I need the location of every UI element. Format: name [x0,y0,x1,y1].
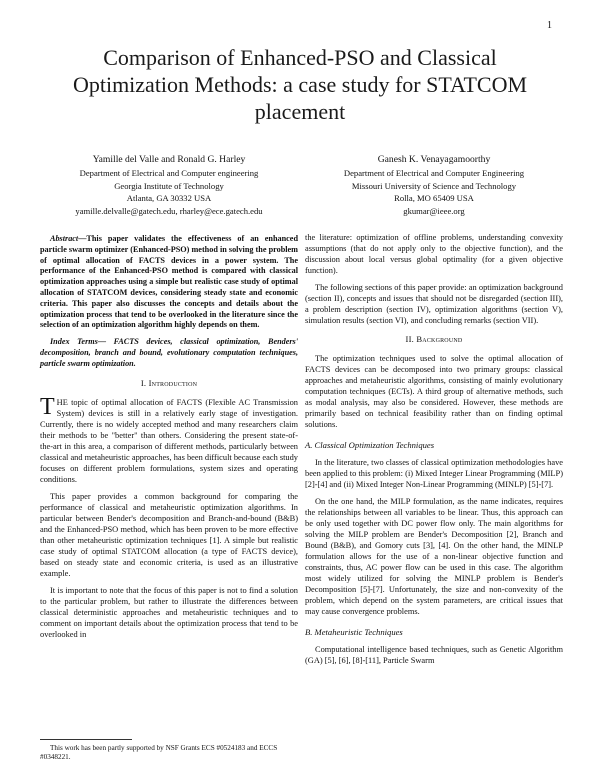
intro-paragraph-1-text: HE topic of optimal allocation of FACTS (Flexible AC Transmission System) devices is still in a relatively early stage of investigation. Currently, there is no widely accepted method and many researchers claim their methods to be "better" than others. Considering the present state-of-the-art in this area, a comparison of different methods, particularly between classical and metaheuristic approaches, has been difficult because each study focuses on different problem formulations, system sizes and operating conditions. [40,397,298,484]
index-terms [40,337,298,369]
author-email: yamille.delvalle@gatech.edu, rharley@ece.gatech.edu [75,205,263,216]
author-department: Department of Electrical and Computer Engineering [343,168,525,178]
metaheuristic-paragraph-1: Computational intelligence based techniques, such as Genetic Algorithm (GA) [5], [6], [8]-[11], Particle Swarm [305,645,563,665]
page-number: 1 [547,20,552,31]
author-block-right [305,153,563,217]
paper-title: Comparison of Enhanced-PSO and Classical Optimization Methods: a case study for STATCOM placement [72,45,528,124]
section-title: Background [416,334,463,344]
footnote: This work has been partly supported by NSF Grants ECS #0524183 and ECCS #0348221. [40,744,278,761]
abstract-label: Abstract [50,234,79,243]
index-terms-text: — FACTS devices, classical optimization, Benders' decomposition, branch and bound, evolutionary computation techniques, particle swarm optimization. [40,337,299,368]
left-column [40,234,298,646]
author-institution: Missouri University of Science and Technology [351,180,517,191]
classical-paragraph-1: In the literature, two classes of classical optimization methodologies have been applied to this problem: (i) Mixed Integer Linear Programming (MILP) [2]-[4] and (ii) Mixed Integer Non-Linear Programming (MINLP) [5]-[7]. [305,458,563,489]
author-institution: Georgia Institute of Technology [114,180,224,191]
subsection-heading-classical: A. Classical Optimization Techniques [305,440,435,450]
drop-cap: T [40,393,55,420]
right-column [305,232,563,672]
abstract [40,234,298,331]
footnote-divider [40,739,132,740]
section-number: II. [405,334,415,344]
abstract-text: —This paper validates the effectiveness of an enhanced particle swarm optimizer (Enhanced-PSO) method in solving the problem of optimal allocation of FACTS devices in a power system. The performance of the Enhanced-PSO method is compared with classical optimization approaches using a simple but realistic case study of optimal allocation of STATCOM devices, considering steady state and economic criteria. This paper also discusses the concepts and details about the optimization process that tend to be overlooked in the literature since the selection of an optimization algorithm highly depends on them. [40,234,298,330]
author-department: Department of Electrical and Computer engineering [79,168,259,178]
classical-paragraph-2: On the one hand, the MILP formulation, as the name indicates, requires the relationships between all variables to be linear. Thus, this approach can be only used together with DC power flow only. The main algorithms for solving the MILP problem are Bender's Decomposition [2], Branch and Bound (B&B), and Gomory cuts [3], [4]. On the other hand, the MINLP formulation allows for the use of a non-linear objective function and constraints, thus, AC power flow can be used in this case. The algorithm most widely utilized for solving the MINLP problem is Bender's Decomposition [5]-[7]. Unfortunately, the size and non-convexity of the problem, which depend on the system parameters, are critical issues that may cause convergence problems. [305,497,563,616]
intro-outline-paragraph: The following sections of this paper provide: an optimization background (section II), concepts and issues that should not be disregarded (section III), a problem description (section IV), optimization algorithms (section V), simulation results (section VI), and concluding remarks (section VII). [305,283,563,325]
subsection-heading-metaheuristic: B. Metaheuristic Techniques [305,627,403,637]
author-block-left [40,153,298,217]
section-heading-introduction [40,378,298,389]
intro-paragraph-2: This paper provides a common background for comparing the performance of classical and metaheuristic optimization algorithms. In particular between Bender's decomposition and Branch-and-bound (B&B) and the Enhanced-PSO method, which has been proven to be more effective than other metaheuristic optimization techniques [1]. A simple but realistic case study of optimal STATCOM allocation (a type of FACTS device), based on steady state and economic criteria, is used as an illustrative example. [40,491,298,578]
section-heading-background [305,334,563,345]
intro-continuation: the literature: optimization of offline problems, understanding convexity assumptions (that do not apply only to the objective function), and the discussion about local versus global optimality (for a given objective function). [305,233,563,275]
section-title: Introduction [148,377,198,388]
index-terms-label: Index Terms [50,337,98,347]
author-names: Ganesh K. Venayagamoorthy [377,154,491,165]
author-address: Rolla, MO 65409 USA [394,193,474,204]
section-number: I. [140,377,147,388]
author-names: Yamille del Valle and Ronald G. Harley [92,154,246,165]
background-paragraph: The optimization techniques used to solve the optimal allocation of FACTS devices can be decomposed into two primary groups: classical approaches and metaheuristic algorithms, consisting of mainly evolutionary computation techniques (ECTs). A third group of alternative methods, such as modal analysis, may also be considered. However, these methods are primarily based on technical feasibility rather than on finding optimal solutions. [305,354,563,429]
author-address: Atlanta, GA 30332 USA [126,193,212,204]
author-email: gkumar@ieee.org [403,205,465,216]
intro-paragraph-3: It is important to note that the focus of this paper is not to find a solution to the particular problem, but rather to illustrate the differences between classical deterministic approaches and metaheuristic techniques and to comment on important details about the optimization process that tend to be overlooked in [40,585,298,639]
intro-paragraph-1 [40,393,298,485]
